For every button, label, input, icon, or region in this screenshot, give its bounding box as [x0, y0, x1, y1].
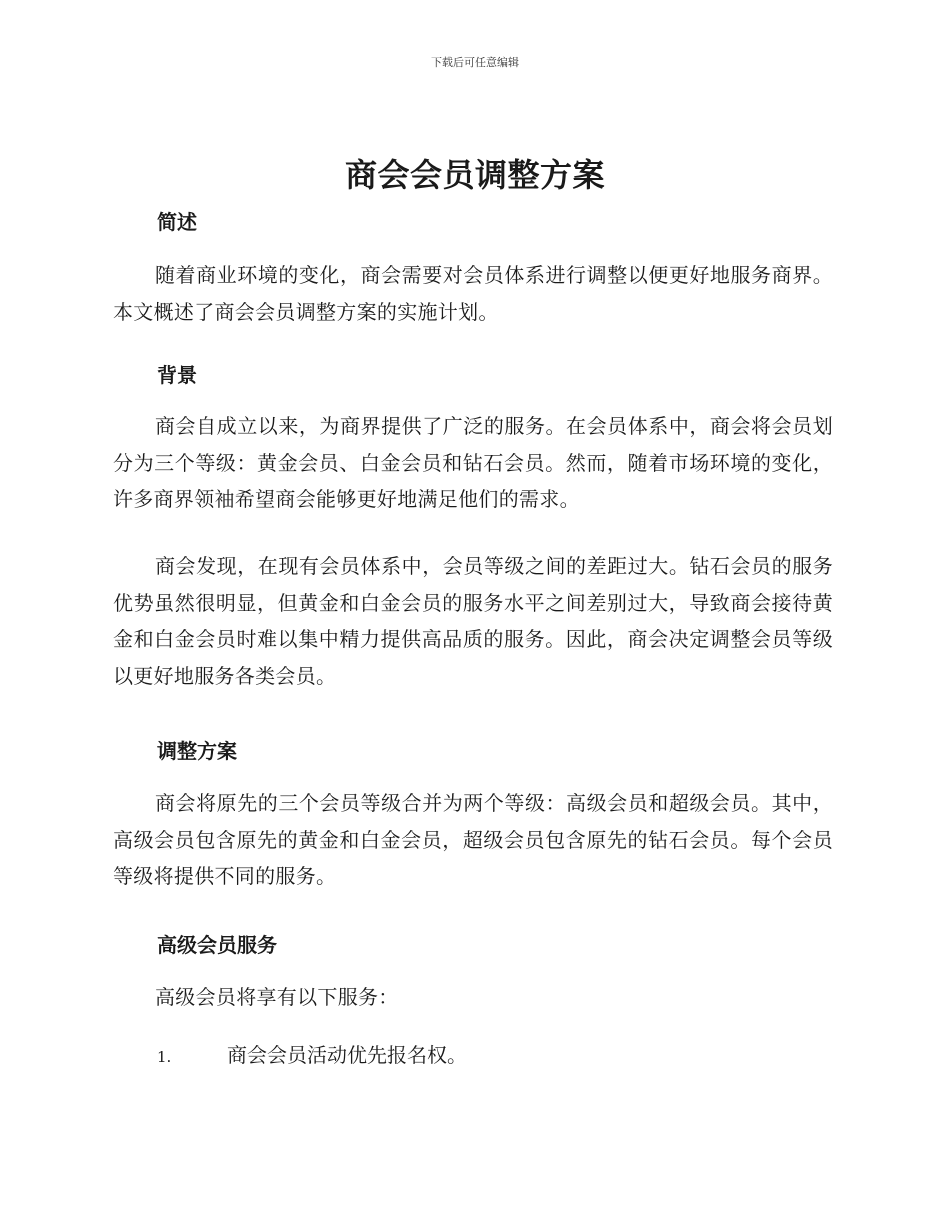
- paragraph-plan: 商会将原先的三个会员等级合并为两个等级：高级会员和超级会员。其中，高级会员包含原先的黄金和白金会员，超级会员包含原先的钻石会员。每个会员等级将提供不同的服务。: [113, 791, 833, 888]
- section-heading-overview: 简述: [157, 210, 197, 234]
- section-heading-plan: 调整方案: [157, 739, 237, 763]
- section-heading-senior-services: 高级会员服务: [157, 933, 277, 957]
- list-item: [157, 1039, 467, 1068]
- page-title: 商会会员调整方案: [344, 156, 605, 194]
- list-item-number: 1.: [157, 1048, 172, 1066]
- section-heading-background: 背景: [157, 363, 197, 387]
- list-item-text: 商会会员活动优先报名权。: [227, 1043, 467, 1067]
- paragraph-background-2: 商会发现，在现有会员体系中，会员等级之间的差距过大。钻石会员的服务优势虽然很明显，但黄金和白金会员的服务水平之间差别过大，导致商会接待黄金和白金会员时难以集中精力提供高品质的服务。因此，商会决定调整会员等级以更好地服务各类会员。: [113, 554, 833, 688]
- paragraph-overview: 随着商业环境的变化，商会需要对会员体系进行调整以便更好地服务商界。本文概述了商会会员调整方案的实施计划。: [113, 263, 833, 324]
- paragraph-background-1: 商会自成立以来，为商界提供了广泛的服务。在会员体系中，商会将会员划分为三个等级：黄金会员、白金会员和钻石会员。然而，随着市场环境的变化，许多商界领袖希望商会能够更好地满足他们的需求。: [113, 414, 833, 511]
- header-note: 下载后可任意编辑: [431, 56, 519, 69]
- paragraph-senior-services-intro: 高级会员将享有以下服务：: [155, 985, 399, 1009]
